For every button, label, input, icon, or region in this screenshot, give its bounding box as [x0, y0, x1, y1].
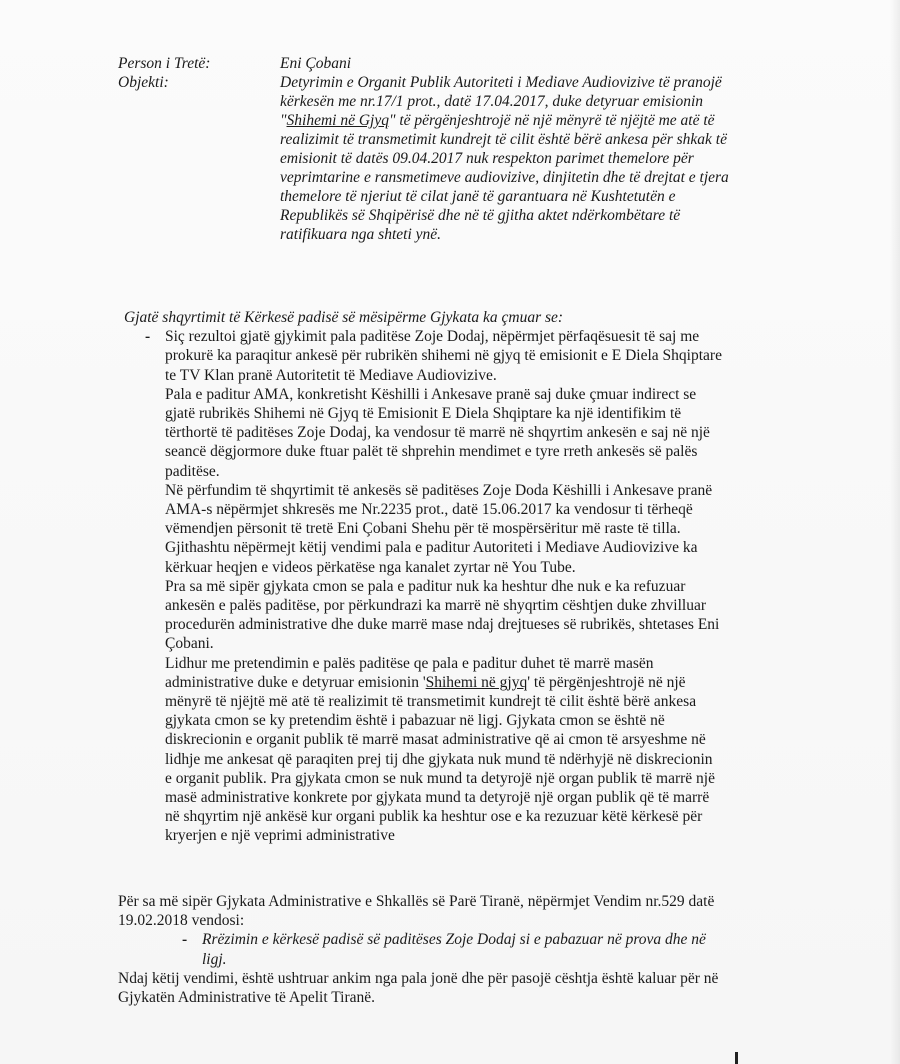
text-line: Pala e paditur AMA, konkretisht Këshilli i Ankesave pranë saj duke çmuar indirect se	[165, 385, 697, 403]
text-line: Lidhur me pretendimin e palës paditëse qe pala e paditur duhet të marrë masën	[165, 654, 654, 672]
text-line: tërthortë të paditëses Zoje Dodaj, ka vendosur të marrë në shqyrtim ankesën e saj në një	[165, 424, 710, 442]
text-line: kërkuar heqjen e videos përkatëse nga kanalet zyrtar në You Tube.	[165, 558, 576, 576]
person-value: Eni Çobani	[280, 55, 352, 72]
intro-line: Gjatë shqyrtimit të Kërkesë padisë së mësipërme Gjykata ka çmuar se:	[124, 309, 564, 326]
text-line: Për sa më sipër Gjykata Administrative e Shkallës së Parë Tiranë, nëpërmjet Vendim nr.529 datë	[118, 893, 715, 910]
text-line: prokurë ka paraqitur ankesë për rubrikën shihemi në gjyq të emisionit e E Diela Shqiptare	[165, 347, 722, 365]
object-line-rest: " të përgënjeshtrojë në një mënyrë të njëjtë me atë të	[388, 112, 715, 129]
text-line: gjykata cmon se ky pretendim është i pabazuar në ligj. Gjykata cmon se është në	[165, 712, 665, 730]
text-segment: administrative duke e detyruar emisionin '	[165, 673, 426, 691]
text-line: procedurën administrative dhe duke marrë mase ndaj drejtueses së rubrikës, shtetases Eni	[165, 616, 720, 634]
text-line: ligj.	[202, 950, 227, 968]
object-line: emisionit të datës 09.04.2017 nuk respekton parimet themelore për	[280, 150, 694, 167]
bullet-dash-icon: -	[182, 931, 188, 949]
header-block	[118, 54, 818, 244]
decision-block	[118, 892, 818, 1007]
object-line: kërkesën me nr.17/1 prot., datë 17.04.2017, duke detyruar emisionin	[280, 93, 704, 110]
text-line: ankesën e palës paditëse, por përkundrazi ka marrë në shyqrtim cështjen duke zhvilluar	[165, 597, 707, 615]
person-row	[118, 54, 818, 73]
quote-open: "	[280, 112, 287, 129]
text-line: Pra sa më sipër gjykata cmon se pala e paditur nuk ka heshtur dhe nuk e ka refuzuar	[165, 577, 686, 595]
paragraph-3	[165, 481, 818, 577]
text-line: 19.02.2018 vendosi:	[118, 912, 245, 930]
text-line: seancë dëgjormore duke ftuar palët të shprehin mendimet e tyre rreth ankesës së palës	[165, 443, 698, 461]
text-line: kryerjen e një veprimi administrative	[165, 827, 395, 845]
text-line: Rrëzimin e kërkesë padisë së paditëses Zoje Dodaj si e pabazuar në prova dhe në	[202, 931, 706, 949]
object-line: realizimit të transmetimit kundrejt të cilit është bërë ankesa për shkak të	[280, 131, 727, 148]
text-line: e organit publik. Pra gjykata cmon se nuk mund ta detyrojë një organ publik të marrë një	[165, 769, 715, 787]
reasoning-block	[118, 308, 818, 846]
page-edge-shadow	[890, 0, 900, 1064]
text-line: Çobani.	[165, 635, 214, 653]
text-line	[165, 673, 818, 692]
text-line: te TV Klan pranë Autoritetit të Mediave Audiovizive.	[165, 366, 497, 384]
object-line: Detyrimin e Organit Publik Autoriteti i Mediave Audiovizive të pranojë	[280, 74, 722, 91]
object-label: Objekti:	[118, 74, 169, 91]
text-line: Gjithashtu nëpërmejt këtij vendimi pala e paditur Autoriteti i Mediave Audiovizive ka	[165, 539, 698, 557]
text-line: Në përfundim të shqyrtimit të ankesës së paditëses Zoje Doda Këshilli i Ankesave pranë	[165, 481, 713, 499]
object-line: veprimtarine e ransmetimeve audiovizive, dinjitetin dhe të drejtat e tjera	[280, 169, 729, 186]
paragraph-4	[165, 577, 818, 654]
text-line: masë administrative konkrete por gjykata mund ta detyrojë një organ publik që të marrë	[165, 789, 710, 807]
bullet-dash-icon: -	[145, 328, 151, 346]
paragraph-5	[165, 654, 818, 846]
text-line: AMA-s nëpërmjet shkresës me Nr.2235 prot., datë 15.06.2017 ka vendosur ti tërheqë	[165, 501, 693, 519]
text-line: Ndaj këtij vendimi, është ushtruar ankim nga pala jonë dhe për pasojë cështja është kaluar për në	[118, 969, 719, 987]
text-segment: ' të përgënjeshtrojë në një	[527, 673, 686, 691]
object-row	[118, 73, 818, 244]
show-title: Shihemi në Gjyq	[286, 112, 389, 129]
text-line: lidhje me ankesat që paraqiten prej tij dhe gjykata nuk mund të ndërhyjë në diskrecionin	[165, 750, 713, 768]
text-line: Gjykatën Administrative të Apelit Tiranë.	[118, 989, 376, 1007]
object-line: Republikës së Shqipërisë dhe në të gjitha aktet ndërkombëtare të	[280, 207, 681, 224]
object-line: themelore të njeriut të cilat janë të garantuara në Kushtetutën e	[280, 188, 676, 205]
text-line: diskrecionin e organit publik të marrë masat administrative që ai cmon të arsyeshme në	[165, 731, 706, 749]
show-title-underlined: Shihemi në gjyq	[425, 673, 528, 691]
paragraph-1	[145, 327, 818, 385]
text-line: paditëse.	[165, 462, 220, 480]
ink-stroke-mark	[735, 1052, 738, 1064]
text-line: vëmendjen përsonit të tretë Eni Çobani Shehu për të mospërsëritur më raste të tilla.	[165, 520, 681, 538]
person-label: Person i Tretë:	[118, 55, 211, 72]
object-line: ratifikuara nga shteti ynë.	[280, 226, 442, 243]
object-line	[280, 111, 818, 130]
paragraph-2	[165, 385, 818, 481]
object-text	[280, 73, 818, 244]
text-line: mënyrë të njëjtë më atë të realizimit të transmetimit kundrejt të cilit është bërë ankesa	[165, 693, 697, 711]
text-line: Siç rezultoi gjatë gjykimit pala paditëse Zoje Dodaj, nëpërmjet përfaqësuesit të saj me	[165, 328, 700, 346]
decision-bullet	[182, 930, 818, 968]
text-line: në shqyrtim një ankësë kur organi publik ka heshtur ose e ka rezuzuar këtë kërkesë për	[165, 808, 703, 826]
text-line: gjatë rubrikës Shihemi në Gjyq të Emisionit E Diela Shqiptare ka një identifikim të	[165, 405, 682, 423]
